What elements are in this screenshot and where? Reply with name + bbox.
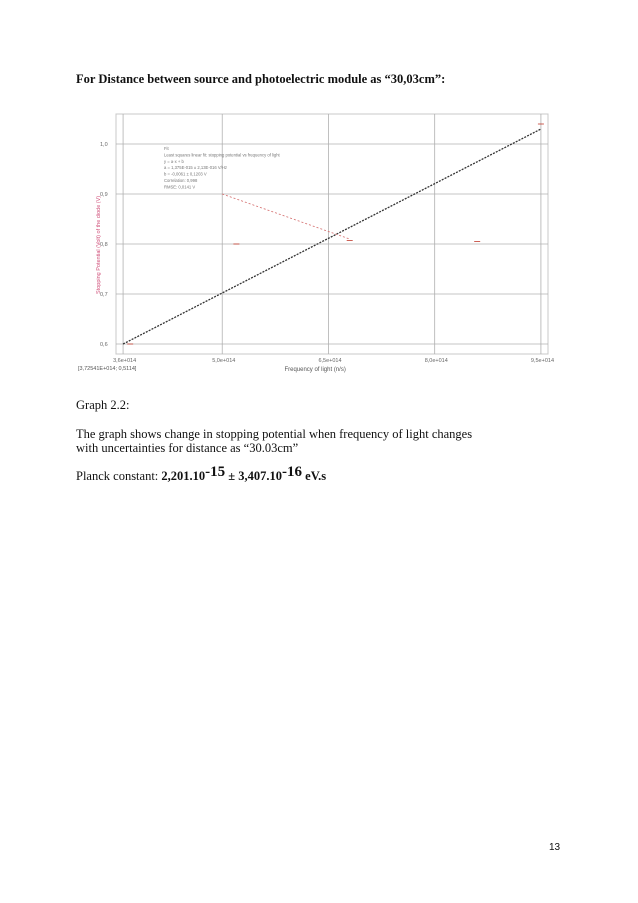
- page-number: 13: [549, 842, 561, 853]
- fit-line: [123, 129, 541, 344]
- planck-constant: [76, 464, 327, 485]
- planck-exponent-2: -16: [282, 464, 303, 480]
- legend-line: a = 1,375E-015 ± 2,13E-016 V/Hz: [164, 165, 227, 171]
- planck-label: Planck constant:: [76, 469, 162, 483]
- y-tick-label: 1,0: [100, 142, 108, 148]
- section-heading: For Distance between source and photoelectric module as “30,03cm”:: [76, 72, 446, 86]
- coordinate-readout: [3,72541E+014; 0,5114]: [78, 366, 137, 372]
- photoelectric-graph: [76, 108, 566, 380]
- legend-line: b = -0,0061 ± 0,1203 V: [164, 171, 207, 177]
- x-tick-label: 8,0e+014: [424, 358, 448, 364]
- y-tick-label: 0,8: [100, 242, 108, 248]
- legend-line: Fit: [164, 146, 169, 151]
- connector-dashed-line: [222, 194, 349, 239]
- legend-line: RMSE: 0,0141 V: [164, 184, 196, 190]
- plot-frame: [116, 114, 548, 354]
- y-tick-label: 0,6: [100, 342, 108, 348]
- y-tick-label: 0,9: [100, 192, 108, 198]
- x-tick-label: 3,6e+014: [113, 358, 137, 364]
- graph-description: The graph shows change in stopping potential when frequency of light changes with uncertainties for distance as “30.03cm”: [76, 427, 473, 455]
- x-tick-label: 5,0e+014: [212, 358, 236, 364]
- graph-caption: Graph 2.2:: [76, 398, 130, 412]
- legend-line: y = a·x + b: [164, 158, 184, 164]
- legend-line: Correlation: 0,998: [164, 178, 198, 183]
- graph-image: [76, 108, 566, 380]
- y-tick-label: 0,7: [100, 292, 108, 298]
- y-axis-label: Stopping Potential (Volt) of the diode (V): [96, 195, 102, 294]
- planck-value: $2,201.10^{-15} \pm 3,407.10^{-16}$ eV.s: [161, 464, 327, 483]
- x-tick-label: 9,5e+014: [530, 358, 555, 364]
- legend-line: Least squares linear fit: stopping potential vs frequency of light: [164, 152, 280, 158]
- x-tick-label: 6,5e+014: [318, 358, 342, 364]
- x-axis-label: Frequency of light (n/s): [284, 367, 346, 373]
- planck-exponent-1: -15: [205, 464, 226, 480]
